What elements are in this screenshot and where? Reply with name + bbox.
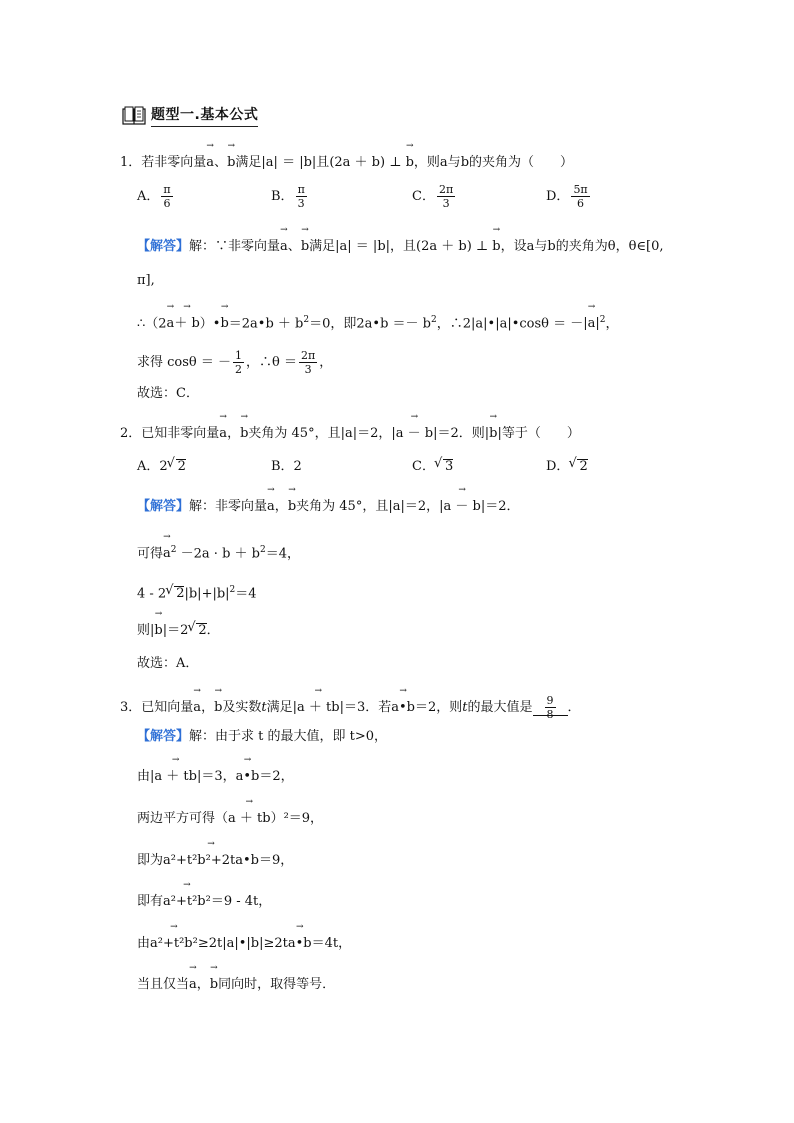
- fraction: [299, 349, 317, 376]
- q3-solution-line-3: [137, 810, 323, 828]
- vec-b: → b: [227, 154, 235, 172]
- vec-a: → a: [193, 699, 201, 717]
- book-icon: [122, 106, 146, 126]
- solution-text: ＝4，: [265, 546, 300, 562]
- vec-b: → b: [406, 154, 414, 172]
- option-label: A．: [137, 189, 160, 204]
- vec-a-plus-tb: → a ＋ tb: [154, 768, 197, 786]
- vec-a-dot-b: → a•b: [236, 768, 260, 786]
- q1-stem-text: 满足: [235, 155, 262, 170]
- solution-text: ＝2，: [259, 769, 294, 784]
- b: b: [547, 239, 556, 254]
- solution-text: 夹角为 45°，且|a|＝2，|: [296, 499, 444, 514]
- solution-text: 与: [534, 239, 548, 254]
- solution-text: 解：∵非零向量: [189, 239, 281, 254]
- sep: ，: [227, 426, 241, 441]
- solution-text: ＝4t，: [311, 936, 352, 951]
- solution-text: 可得: [137, 546, 164, 562]
- vec-a-plus-tb: → a ＋ tb: [228, 810, 271, 828]
- q3-stem-text: ＝2，则: [415, 700, 463, 715]
- solution-text: |＝2．: [480, 499, 520, 514]
- solution-text: ＝9，: [258, 853, 294, 868]
- q2-stem-text: |等于（ ）: [497, 426, 580, 441]
- expr: → a²+t²b²+2ta•b: [163, 852, 259, 870]
- denominator: 3: [297, 197, 305, 210]
- solution-text: 则|: [137, 623, 155, 638]
- solution-text: ）•: [199, 316, 221, 332]
- vec-b: → b: [154, 622, 162, 640]
- sep: 、: [287, 239, 301, 254]
- solution-text: ，设: [500, 239, 527, 254]
- numerator: 5π: [573, 183, 588, 196]
- q2-answer: 故选：A．: [137, 656, 199, 671]
- solution-text: |b|+|b|: [184, 586, 230, 602]
- exponent: 2: [431, 315, 437, 325]
- vec-b: → b: [301, 238, 309, 256]
- vec-b: → b: [240, 425, 248, 443]
- q3-stem: [120, 694, 581, 721]
- exponent: 2: [229, 585, 236, 595]
- answer-blank: [533, 694, 568, 721]
- expr: (2a ＋ b) ⊥: [329, 155, 406, 170]
- q2-option-b: B．2: [271, 459, 302, 474]
- section-heading: [122, 104, 258, 127]
- fraction: [161, 183, 172, 210]
- vec-a: → a: [206, 154, 214, 172]
- solution-text: ，且: [390, 239, 417, 254]
- vec-b: → b: [489, 425, 497, 443]
- solution-text: ，∴θ ＝: [246, 355, 297, 370]
- q1-number: 1．: [120, 155, 142, 170]
- expr: 2a•b ＝－ b: [356, 316, 432, 332]
- q3-solution-line-2: [137, 768, 294, 786]
- solution-text: 解：由于求 t 的最大值，即 t>0，: [189, 729, 388, 744]
- q1-option-d: [546, 183, 592, 210]
- q1-solution-line-4: [137, 349, 332, 376]
- solution-text: ∴（2: [137, 316, 167, 332]
- solution-text: 由: [137, 936, 151, 951]
- q1-option-b: [271, 183, 309, 210]
- solution-text: ＝0，即: [309, 316, 357, 332]
- option-label: D．: [546, 189, 570, 204]
- solution-text: 解：非零向量: [189, 499, 268, 514]
- option-label: C．: [412, 459, 435, 474]
- q1-solution-line-2: π],: [137, 273, 155, 288]
- q1-stem-text: ，则: [413, 155, 440, 170]
- b: b: [460, 155, 470, 170]
- solution-text: ＝9 - 4t，: [210, 894, 272, 909]
- q1-solution-line-3: [137, 311, 619, 333]
- solution-text: 4 - 2: [137, 586, 167, 602]
- vec-b: → b: [210, 976, 218, 994]
- sqrt: √ 2: [174, 586, 184, 601]
- q3-stem-text: 已知向量: [141, 700, 194, 715]
- expr: －2a · b ＋ b: [176, 546, 260, 562]
- abs-a: |a|: [335, 239, 352, 254]
- var-t: t: [462, 700, 468, 715]
- q1-solution-line-1: [137, 238, 664, 256]
- q2-option-a: [137, 458, 186, 476]
- q3-stem-text: ．: [567, 700, 581, 715]
- solution-tag: 【解答】: [137, 729, 190, 744]
- vec-a: → a: [219, 425, 227, 443]
- q3-solution-line-1: [137, 728, 387, 746]
- fraction: [545, 694, 556, 721]
- exponent: 2: [170, 545, 177, 555]
- var-t: t: [261, 700, 267, 715]
- solution-text: 求得 cosθ ＝ －: [137, 355, 232, 370]
- sqrt: √ 3: [443, 459, 453, 474]
- option-label: D．: [546, 459, 570, 474]
- q2-stem-text: 夹角为 45°，且|a|＝2，|: [248, 426, 396, 441]
- vec-b: → b: [214, 699, 222, 717]
- option-label: B．: [271, 189, 294, 204]
- vec-a: → a: [167, 315, 175, 333]
- denominator: 8: [546, 708, 554, 721]
- solution-tag: 【解答】: [137, 239, 190, 254]
- fraction: [296, 183, 307, 210]
- q3-solution-line-5: [137, 893, 271, 911]
- denominator: 6: [577, 197, 585, 210]
- numerator: 2π: [300, 349, 316, 362]
- numerator: 9: [546, 694, 554, 707]
- q2-solution-line-4: [137, 622, 220, 640]
- fraction: [437, 183, 455, 210]
- q1-stem-text: 若非零向量: [141, 155, 207, 170]
- sep: ，: [196, 977, 210, 992]
- vec-a: → a: [163, 545, 171, 563]
- q1-answer: 故选：C．: [137, 386, 199, 401]
- exponent: 2: [259, 545, 266, 555]
- sqrt: √ 2: [196, 623, 206, 638]
- q2-solution-line-3: [137, 581, 257, 603]
- expr: → a²+t²b²: [150, 935, 198, 953]
- vec-a: → a: [280, 238, 288, 256]
- a: a: [526, 239, 535, 254]
- vec-b: → b: [220, 315, 228, 333]
- q3-stem-text: 及实数: [222, 700, 262, 715]
- q2-option-d: [546, 458, 588, 476]
- q1-stem: [120, 154, 573, 172]
- option-label: C．: [412, 189, 435, 204]
- numerator: 1: [235, 349, 243, 362]
- solution-text: ，∴2|a|•|a|•cosθ ＝ －: [436, 316, 584, 332]
- sep: ，: [605, 316, 619, 332]
- exponent: 2: [599, 315, 606, 325]
- vec-b: → b: [492, 238, 500, 256]
- q2-solution-line-1: [137, 498, 519, 516]
- denominator: 2: [235, 363, 243, 376]
- solution-text: 两边平方可得（: [137, 811, 229, 826]
- solution-text: 满足: [309, 239, 336, 254]
- solution-text: 即为: [137, 853, 164, 868]
- denominator: 3: [442, 197, 450, 210]
- q1-stem-text: 的夹角为（ ）: [469, 155, 574, 170]
- denominator: 3: [304, 363, 312, 376]
- q1-stem-text: 与: [447, 155, 461, 170]
- vec-a: → a: [267, 498, 275, 516]
- denominator: 6: [163, 197, 171, 210]
- fraction: [571, 183, 589, 210]
- q2-stem-text: 已知非零向量: [141, 426, 220, 441]
- expr: → a²+t²b²: [163, 893, 211, 911]
- q3-number: 3．: [120, 700, 142, 715]
- vec-a: → a: [189, 976, 197, 994]
- q2-number: 2．: [120, 426, 142, 441]
- vec-a-plus-tb: → a ＋ tb: [297, 699, 340, 717]
- solution-text: 即有: [137, 894, 164, 909]
- solution-text: 同向时，取得等号．: [218, 977, 336, 992]
- q3-stem-text: 的最大值是: [467, 700, 533, 715]
- fraction: [233, 349, 244, 376]
- eq-abs-b: ＝ |b|: [277, 155, 317, 170]
- expr: ＝2a•b ＋ b: [228, 316, 304, 332]
- q3-solution-line-6: [137, 935, 351, 953]
- solution-text: ＝4: [235, 586, 257, 602]
- option-label: A．2: [137, 459, 168, 474]
- sep: 、: [214, 155, 228, 170]
- abs-a: → |a|: [583, 315, 600, 333]
- sqrt: √ 2: [577, 459, 587, 474]
- abs-a: |a|: [261, 155, 278, 170]
- vec-a-minus-b: → a － b: [443, 498, 480, 516]
- q3-solution-line-7: [137, 976, 335, 994]
- numerator: 2π: [438, 183, 454, 196]
- q3-stem-text: |＝3．若: [339, 700, 392, 715]
- vec-a-dot-b: → a•b: [391, 699, 415, 717]
- q2-solution-line-2: [137, 541, 300, 563]
- solution-text: |＝2: [162, 623, 189, 638]
- solution-text: |＝3，: [196, 769, 236, 784]
- vec-a-dot-b: → a•b: [288, 935, 312, 953]
- q2-option-c: [412, 458, 453, 476]
- solution-tag: 【解答】: [137, 499, 190, 514]
- eq-abs-b: ＝ |b|: [351, 239, 391, 254]
- sep: ，: [274, 499, 288, 514]
- q1-stem-text: 且: [316, 155, 330, 170]
- numerator: π: [163, 183, 171, 196]
- a: a: [439, 155, 448, 170]
- sep: ，: [201, 700, 215, 715]
- solution-text: ≥2t|a|•|b|≥2t: [197, 936, 288, 951]
- q2-stem: [120, 425, 580, 443]
- q3-stem-text: 满足|: [266, 700, 298, 715]
- section-title: 题型一.基本公式: [151, 104, 258, 127]
- solution-text: 由|: [137, 769, 155, 784]
- vec-b: → b: [288, 498, 296, 516]
- sqrt: √ 2: [176, 459, 186, 474]
- solution-text: ．: [206, 623, 220, 638]
- q2-stem-text: |＝2．则|: [433, 426, 490, 441]
- solution-text: ）²＝9，: [270, 811, 324, 826]
- vec-b: → ＋ b: [174, 315, 199, 333]
- solution-text: ，: [319, 355, 333, 370]
- q1-option-c: [412, 183, 457, 210]
- exponent: 2: [303, 315, 310, 325]
- solution-text: 的夹角为θ，θ∈[0,: [555, 239, 664, 254]
- expr: (2a ＋ b) ⊥: [416, 239, 493, 254]
- solution-text: 当且仅当: [137, 977, 190, 992]
- q3-solution-line-4: [137, 852, 293, 870]
- numerator: π: [297, 183, 305, 196]
- q1-option-a: [137, 183, 175, 210]
- vec-a-minus-b: → a － b: [396, 425, 433, 443]
